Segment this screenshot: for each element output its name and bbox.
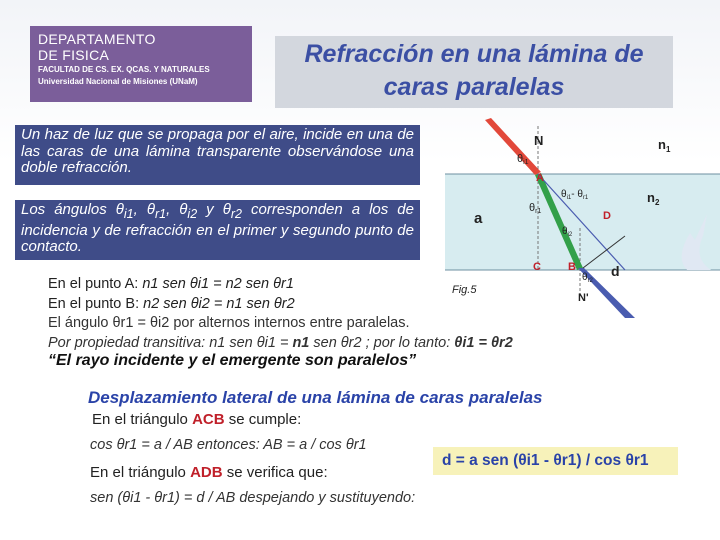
university-line: Universidad Nacional de Misiones (UNaM) (38, 77, 198, 86)
p2-text: y θ (197, 201, 231, 218)
label-n2: $n_2$ (647, 190, 660, 207)
title-line-2: caras paralelas (383, 73, 565, 101)
lateral-heading: Desplazamiento lateral de una lámina de caras paralelas (88, 388, 543, 407)
p2-sub: r2 (230, 207, 242, 221)
triangle-ADB-line (90, 464, 328, 482)
label-N: N (534, 133, 544, 148)
figure-caption: Fig.5 (452, 284, 477, 296)
equation-point-A (48, 275, 294, 293)
department-line-2: DE FISICA (38, 47, 110, 63)
page-title (275, 38, 673, 104)
p2-text: corresponden a los de incidencia y de refracción en el primer y segundo punto de contacto. (21, 201, 414, 255)
tri-text: En el triángulo (92, 411, 193, 428)
label-theta-r1: θr1 (529, 202, 542, 215)
label-C: C (533, 261, 541, 273)
eq-label: En el punto A: (48, 276, 143, 292)
label-theta-r2: $\theta_{r2}$ (582, 272, 593, 284)
p2-sub: r1 (154, 207, 167, 221)
cosine-equation: cos θr1 = a / AB entonces: AB = a / cos θr1 (90, 437, 367, 453)
department-line-1: DEPARTAMENTO (38, 31, 156, 47)
alternate-angles-note: El ángulo θr1 = θi2 por alternos internos entre paralelas. (48, 315, 410, 331)
intro-paragraph-1: Un haz de luz que se propaga por el aire, incide en una de las caras de una lámina transparente observándose una doble refracción. (15, 125, 420, 185)
sine-equation: sen (θi1 - θr1) = d / AB despejando y sustituyendo: (90, 490, 416, 506)
label-a: a (474, 210, 483, 227)
equation-point-B (48, 295, 295, 313)
label-theta-i2: $\theta_{i2}$ (562, 226, 573, 238)
label-D: D (603, 210, 611, 222)
triangle-name: ACB (192, 411, 225, 428)
label-Nprime: N' (578, 292, 589, 304)
label-A: A (536, 172, 544, 184)
label-B: B (568, 261, 576, 273)
label-theta-i1: θi1 (517, 153, 529, 166)
conclusion-quote: “El rayo incidente y el emergente son paralelos” (48, 352, 417, 369)
eq-label: En el punto B: (48, 296, 144, 312)
eq-bold: n1 (292, 335, 310, 351)
p2-text: , θ (166, 201, 188, 218)
p2-text: , θ (133, 201, 155, 218)
incident-ray (485, 118, 544, 175)
eq-result: θi1 = θr2 (454, 335, 513, 351)
final-formula: d = a sen (θi1 - θr1) / cos θr1 (442, 452, 649, 469)
faculty-line: FACULTAD DE CS. EX. QCAS. Y NATURALES (38, 65, 210, 74)
p2-text: Los ángulos θ (21, 201, 124, 218)
triangle-name: ADB (190, 464, 223, 481)
label-d: d (611, 263, 620, 279)
eq-body: n1 sen θi1 = n2 sen θr1 (142, 276, 294, 292)
eq-text: Por propiedad transitiva: n1 sen θi1 = (48, 335, 293, 351)
eq-body: n2 sen θi2 = n1 sen θr2 (143, 296, 295, 312)
intro-paragraph-2 (15, 200, 420, 260)
label-theta-diff: $\theta_{i1}-$ $\theta_{r1}$ (561, 189, 589, 201)
p2-sub: i1 (123, 207, 134, 221)
tri-text: se cumple: (224, 411, 302, 428)
p2-sub: i2 (187, 207, 198, 221)
refraction-figure (425, 118, 720, 318)
transitive-property-line (48, 334, 513, 352)
department-box (30, 26, 252, 102)
eq-text: sen θr2 ; por lo tanto: (309, 335, 455, 351)
title-line-1: Refracción en una lámina de (304, 40, 644, 68)
label-n1: $n_1$ (658, 137, 671, 154)
tri-text: En el triángulo (90, 464, 191, 481)
tri-text: se verifica que: (222, 464, 328, 481)
triangle-ACB-line (92, 411, 301, 429)
